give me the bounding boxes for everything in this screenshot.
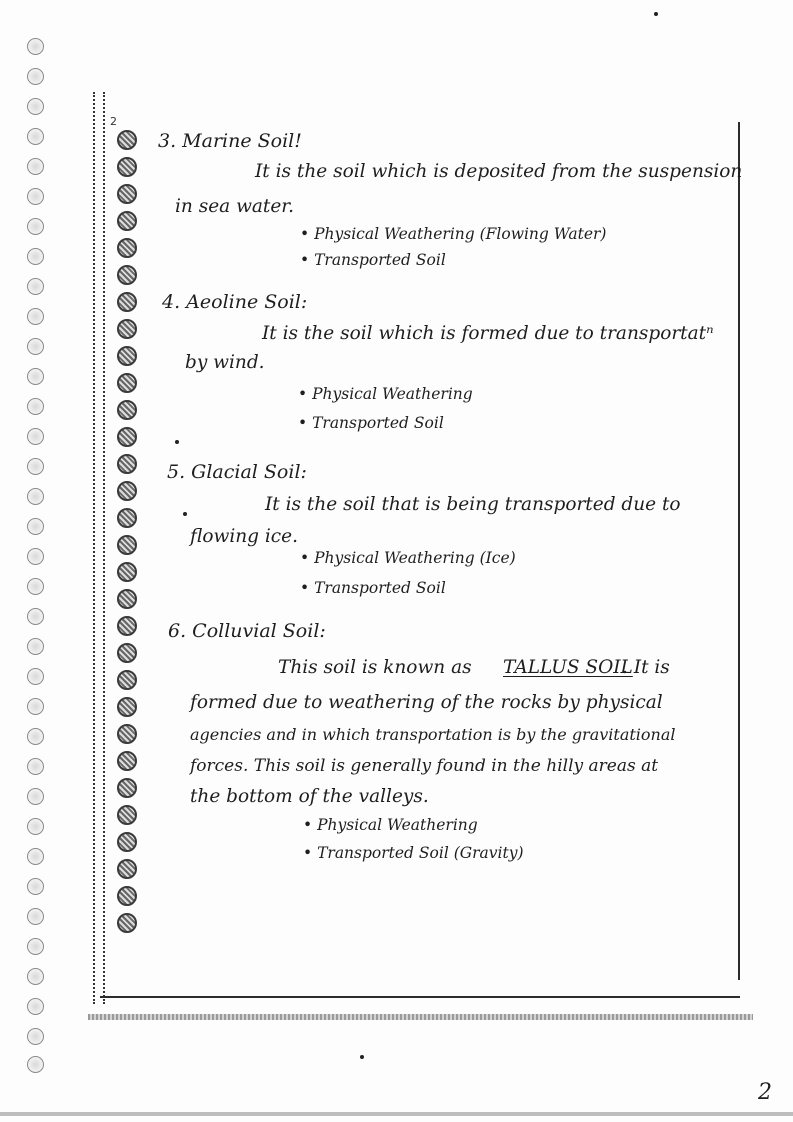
binding-ring <box>117 643 137 663</box>
bullet-item: • Physical Weathering (Flowing Water) <box>300 225 607 243</box>
binding-ring <box>117 670 137 690</box>
binding-ring <box>117 616 137 636</box>
punched-holes <box>27 30 47 1080</box>
binding-ring <box>117 184 137 204</box>
right-margin-line <box>738 122 740 980</box>
punch-hole <box>27 248 44 265</box>
bottom-margin-line <box>100 996 740 998</box>
bullet-item: • Transported Soil <box>300 579 446 597</box>
punch-hole <box>27 908 44 925</box>
scan-speck <box>654 12 658 16</box>
binding-ring <box>117 508 137 528</box>
punch-hole <box>27 218 44 235</box>
bullet-item: • Physical Weathering <box>298 385 473 403</box>
punch-hole <box>27 638 44 655</box>
punch-hole <box>27 98 44 115</box>
punch-hole <box>27 968 44 985</box>
binding-ring <box>117 859 137 879</box>
binding-ring <box>117 373 137 393</box>
binding-ring <box>117 697 137 717</box>
binding-ring <box>117 265 137 285</box>
binding-ring <box>117 562 137 582</box>
binding-ring <box>117 238 137 258</box>
punch-hole <box>27 338 44 355</box>
binding-ring <box>117 292 137 312</box>
page-number: 2 <box>758 1080 772 1105</box>
punch-hole <box>27 1028 44 1045</box>
punch-hole <box>27 428 44 445</box>
binding-ring <box>117 886 137 906</box>
punch-hole <box>27 458 44 475</box>
section-heading-colluvial-soil: 6. Colluvial Soil: <box>168 620 326 642</box>
binding-ring <box>117 346 137 366</box>
punch-hole <box>27 278 44 295</box>
section-text-line: in sea water. <box>175 196 295 217</box>
scan-speck <box>360 1055 364 1059</box>
section-text-line: forces. This soil is generally found in the hilly areas at <box>190 756 659 776</box>
punch-hole <box>27 38 44 55</box>
binding-ring <box>117 589 137 609</box>
bullet-item: • Physical Weathering <box>303 816 478 834</box>
scan-speck <box>183 512 187 516</box>
punch-hole <box>27 518 44 535</box>
punch-hole <box>27 548 44 565</box>
binding-ring <box>117 157 137 177</box>
punch-hole <box>27 188 44 205</box>
punch-hole <box>27 1056 44 1073</box>
punch-hole <box>27 128 44 145</box>
section-text-line: agencies and in which transportation is by the gravitational <box>190 725 676 744</box>
bullet-item: • Transported Soil <box>298 414 444 432</box>
punch-hole <box>27 848 44 865</box>
binding-ring <box>117 427 137 447</box>
punch-hole <box>27 608 44 625</box>
section-text-line: the bottom of the valleys. <box>190 786 429 807</box>
binding-ring <box>117 319 137 339</box>
binding-ring <box>117 778 137 798</box>
binding-ring <box>117 454 137 474</box>
bullet-item: • Transported Soil <box>300 251 446 269</box>
tallus-soil-term: TALLUS SOIL <box>503 657 633 678</box>
punch-hole <box>27 878 44 895</box>
binding-ring <box>117 211 137 231</box>
section-text-line: formed due to weathering of the rocks by physical <box>190 692 663 713</box>
section-heading-marine-soil: 3. Marine Soil! <box>158 130 302 152</box>
section-heading-glacial-soil: 5. Glacial Soil: <box>167 461 307 483</box>
punch-hole <box>27 758 44 775</box>
punch-hole <box>27 938 44 955</box>
page-bottom-edge <box>0 1112 793 1116</box>
binding-rings <box>117 130 139 950</box>
binding-ring <box>117 832 137 852</box>
scan-speck <box>175 440 179 444</box>
punch-hole <box>27 398 44 415</box>
punch-hole <box>27 158 44 175</box>
scan-artifact-band <box>88 1014 753 1020</box>
punch-hole <box>27 578 44 595</box>
section-text-line: It is the soil that is being transported due to <box>265 494 681 515</box>
punch-hole <box>27 728 44 745</box>
corner-mark: 2 <box>110 115 117 128</box>
punch-hole <box>27 488 44 505</box>
punch-hole <box>27 698 44 715</box>
binding-ring <box>117 400 137 420</box>
bullet-item: • Physical Weathering (Ice) <box>300 549 516 567</box>
binding-ring <box>117 481 137 501</box>
binding-ring <box>117 805 137 825</box>
binding-ring <box>117 535 137 555</box>
binding-ring <box>117 724 137 744</box>
punch-hole <box>27 818 44 835</box>
punch-hole <box>27 308 44 325</box>
bullet-item: • Transported Soil (Gravity) <box>303 844 524 862</box>
binding-ring <box>117 130 137 150</box>
section-text-line: by wind. <box>185 352 265 373</box>
binding-ring <box>117 751 137 771</box>
punch-hole <box>27 368 44 385</box>
punch-hole <box>27 998 44 1015</box>
section-text-line: This soil is known as <box>278 657 472 678</box>
punch-hole <box>27 788 44 805</box>
spiral-binding <box>93 92 105 1004</box>
punch-hole <box>27 668 44 685</box>
punch-hole <box>27 68 44 85</box>
section-text-line: flowing ice. <box>190 526 298 547</box>
binding-ring <box>117 913 137 933</box>
section-heading-aeoline-soil: 4. Aeoline Soil: <box>162 291 308 313</box>
section-text-line: It is the soil which is formed due to transportatⁿ <box>262 323 714 344</box>
section-text-line: It is the soil which is deposited from the suspension <box>255 161 743 182</box>
section-text-line: . It is <box>622 657 670 678</box>
